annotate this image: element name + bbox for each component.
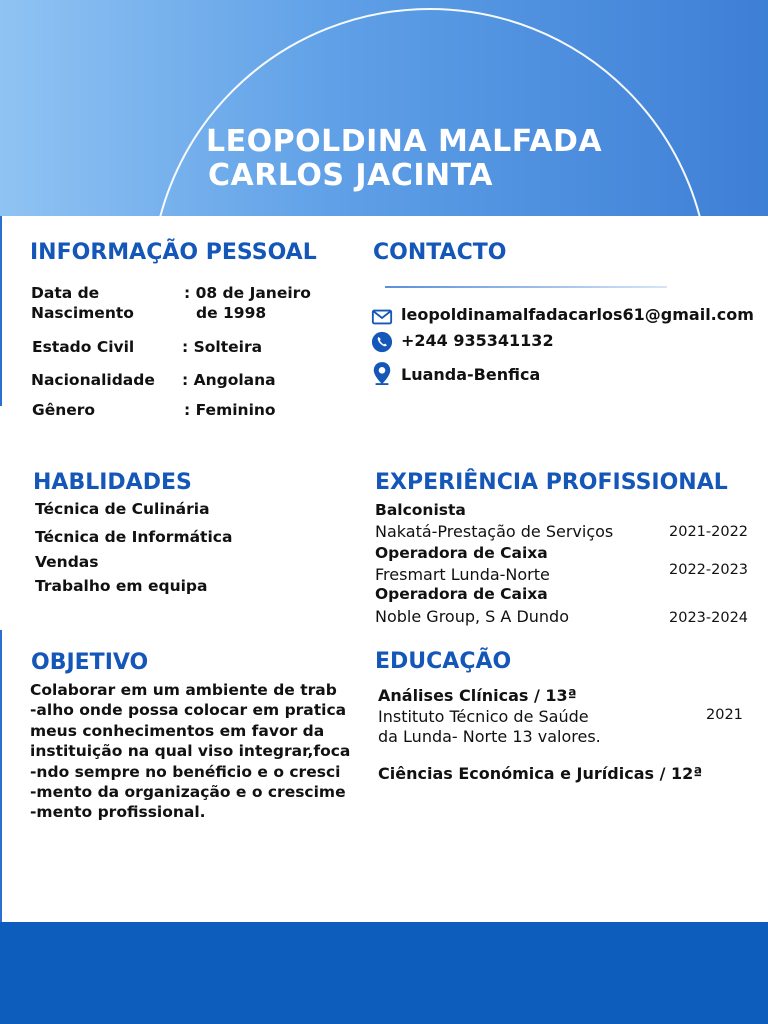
skill-item: Técnica de Culinária bbox=[35, 500, 210, 518]
personal-info-title: INFORMAÇÃO PESSOAL bbox=[30, 240, 317, 265]
education-title: EDUCAÇÃO bbox=[375, 649, 512, 674]
objective-line: -alho onde possa colocar em pratica bbox=[30, 701, 347, 720]
education-course: Análises Clínicas / 13ª bbox=[378, 686, 577, 705]
objective-text bbox=[30, 680, 350, 823]
skills-title: HABLIDADES bbox=[33, 470, 192, 495]
objective-line: instituição na qual viso integrar,foca bbox=[30, 742, 351, 761]
objective-title: OBJETIVO bbox=[31, 650, 149, 675]
nationality-label: Nacionalidade bbox=[31, 371, 155, 389]
civil-value: : Solteira bbox=[182, 338, 263, 356]
name-line-1: LEOPOLDINA MALFADA bbox=[206, 124, 603, 159]
education-year: 2021 bbox=[706, 707, 743, 723]
experience-period: 2021-2022 bbox=[669, 524, 749, 540]
footer-band bbox=[0, 922, 768, 1024]
education-school-2: da Lunda- Norte 13 valores. bbox=[378, 727, 601, 746]
name-line-2: CARLOS JACINTA bbox=[208, 158, 493, 193]
contact-location: Luanda-Benfica bbox=[401, 365, 541, 384]
objective-line: -mento profissional. bbox=[30, 803, 206, 822]
objective-line: meus conhecimentos em favor da bbox=[30, 721, 325, 740]
gender-label: Gênero bbox=[32, 401, 96, 419]
contact-email[interactable]: leopoldinamalfadacarlos61@gmail.com bbox=[401, 305, 754, 324]
contact-phone[interactable]: +244 935341132 bbox=[401, 331, 554, 350]
nationality-value: : Angolana bbox=[182, 371, 276, 389]
education-course: Ciências Económica e Jurídicas / 12ª bbox=[378, 764, 703, 783]
education-school-1: Instituto Técnico de Saúde bbox=[378, 707, 589, 726]
objective-line: Colaborar em um ambiente de trab bbox=[30, 681, 337, 699]
left-accent-line-lower bbox=[0, 630, 2, 922]
contact-divider bbox=[385, 286, 667, 288]
experience-role: Balconista bbox=[375, 501, 466, 519]
experience-title: EXPERIÊNCIA PROFISSIONAL bbox=[375, 470, 728, 495]
left-accent-line bbox=[0, 216, 2, 406]
header-banner bbox=[0, 0, 768, 216]
objective-line: -ndo sempre no benéficio e o cresci bbox=[30, 762, 341, 781]
birth-value-2: de 1998 bbox=[196, 304, 267, 322]
skill-item: Técnica de Informática bbox=[35, 528, 233, 546]
mail-icon bbox=[371, 306, 393, 328]
gender-value: : Feminino bbox=[184, 401, 276, 419]
skill-item: Trabalho em equipa bbox=[35, 577, 208, 595]
experience-role: Operadora de Caixa bbox=[375, 544, 548, 562]
civil-label: Estado Civil bbox=[32, 338, 135, 356]
experience-period: 2023-2024 bbox=[669, 610, 749, 626]
experience-company: Noble Group, S A Dundo bbox=[375, 607, 569, 626]
location-pin-icon bbox=[371, 361, 393, 387]
experience-company: Fresmart Lunda-Norte bbox=[375, 565, 550, 584]
objective-line: -mento da organização e o crescime bbox=[30, 783, 346, 802]
experience-period: 2022-2023 bbox=[669, 562, 749, 578]
phone-icon bbox=[371, 331, 393, 353]
birth-label-2: Nascimento bbox=[31, 304, 134, 322]
contact-title: CONTACTO bbox=[373, 240, 507, 265]
birth-label-1: Data de bbox=[31, 284, 100, 302]
birth-value-1: : 08 de Janeiro bbox=[184, 284, 311, 302]
experience-role: Operadora de Caixa bbox=[375, 585, 548, 603]
experience-company: Nakatá-Prestação de Serviços bbox=[375, 522, 614, 541]
skill-item: Vendas bbox=[35, 553, 99, 571]
